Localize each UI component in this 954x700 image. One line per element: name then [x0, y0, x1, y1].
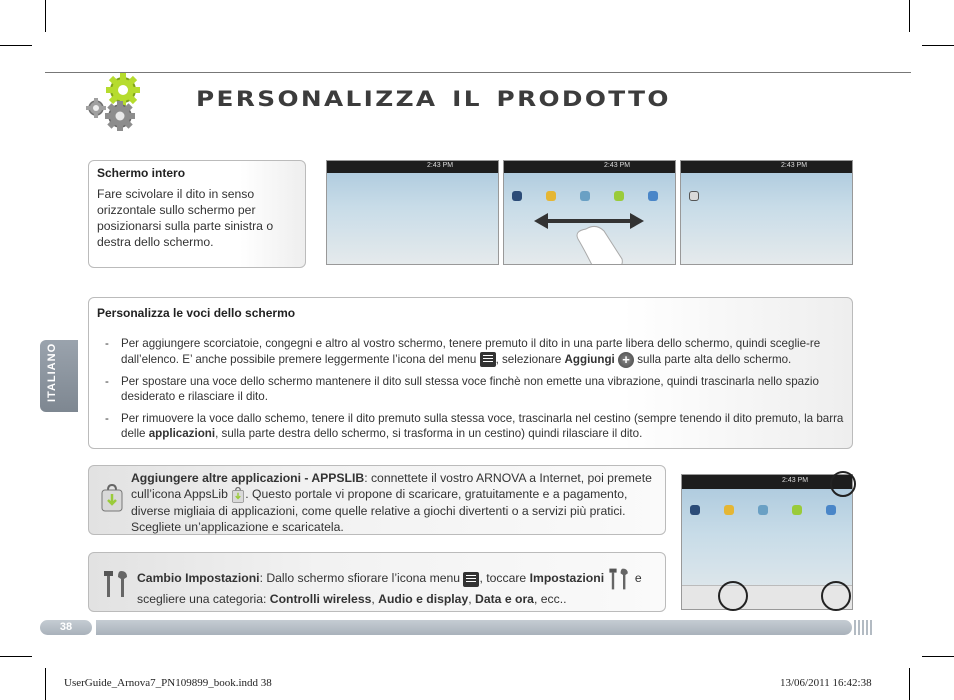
appslib-box: [88, 465, 666, 535]
app-icon: [758, 505, 768, 515]
fullscreen-text: Fare scivolare il dito in senso orizzontale sullo schermo per posizionarsi sulla parte sinistra o destra dello schermo.: [97, 187, 274, 249]
item-text: Per aggiungere scorciatoie, congegni e altro al vostro schermo, tenere premuto il dito in una parte libera dello schermo, quindi sceglie-re dall’elenco. E’ anche possibile premere leggermente l’icona del menu: [121, 337, 821, 366]
crop-mark: [922, 656, 954, 657]
appslib-text-b: . Questo portale vi propone di scaricare, gratuitamente e a pagamento, diverse migliaia di applicazioni, come quelle relative a giochi divertenti o a servizi più pratici. Scegliete un’applicazione e scaricatela.: [131, 487, 628, 534]
crop-mark: [909, 0, 910, 32]
category-audio-display: Audio e display: [378, 592, 469, 606]
tablet-screen-center: [503, 160, 676, 265]
status-bar: [681, 161, 852, 173]
footer-stripes: [854, 620, 872, 635]
item-text: Per rimuovere la voce dallo schemo, tenere il dito premuto sulla stessa voce, trascinarla nel cestino (sempre tenendo il dito premuto, la barra delle: [121, 411, 844, 440]
footer-bar: [96, 620, 852, 635]
item-text: , sulla parte destra dello schermo, si trasforma in un cestino) quindi rilasciare il dito.: [215, 427, 643, 440]
status-bar: [327, 161, 498, 173]
list-item: [97, 411, 844, 442]
list-item: [97, 336, 844, 368]
settings-tail: , ecc..: [533, 592, 567, 606]
crop-mark: [909, 668, 910, 700]
appslib-text: [131, 470, 657, 535]
settings-box: [88, 552, 666, 612]
menu-icon: [480, 352, 496, 367]
appslib-inline-icon: [231, 487, 245, 503]
crop-mark: [0, 45, 32, 46]
appslib-heading: Aggiungere altre applicazioni - APPSLIB: [131, 471, 365, 485]
menu-icon: [463, 572, 479, 587]
highlight-circle: [718, 581, 748, 611]
slug-right: 13/06/2011 16:42:38: [780, 677, 872, 689]
status-time: 2:43 PM: [782, 477, 809, 484]
crop-mark: [45, 0, 46, 32]
list-item: [97, 374, 844, 405]
swipe-gesture-icon: [534, 209, 644, 265]
status-time: 2:43 PM: [604, 162, 631, 169]
app-icon: [580, 191, 590, 201]
page-number: 38: [40, 620, 92, 635]
crop-mark: [0, 656, 32, 657]
settings-text: [137, 567, 657, 607]
category-wireless: Controlli wireless: [269, 592, 372, 606]
app-icon: [614, 191, 624, 201]
appslib-text-a: : connettete il vostro ARNOVA a Internet, poi premete cull’icona AppsLib: [131, 471, 652, 501]
settings-text-a: : Dallo schermo sfiorare l’icona menu: [259, 571, 461, 586]
settings-inline-icon: [607, 567, 631, 591]
header-rule: [45, 72, 911, 73]
highlight-circle: [821, 581, 851, 611]
item-text: sulla parte alta dello schermo.: [637, 352, 792, 366]
language-tab-label: ITALIANO: [46, 342, 58, 402]
tablet-screen-right: [680, 160, 853, 265]
status-time: 2:43 PM: [781, 162, 808, 169]
item-bold: Aggiungi: [564, 352, 615, 366]
settings-bold: Impostazioni: [529, 571, 605, 586]
settings-heading: Cambio Impostazioni: [137, 571, 260, 586]
fullscreen-title: Schermo intero: [97, 166, 186, 180]
status-time: 2:43 PM: [427, 162, 454, 169]
tablet-screen-left: [326, 160, 499, 265]
app-icon: [546, 191, 556, 201]
app-icon: [689, 191, 699, 201]
highlight-circle: [830, 471, 856, 497]
app-icon: [792, 505, 802, 515]
personalize-box: [88, 297, 853, 449]
slug-left: UserGuide_Arnova7_PN109899_book.indd 38: [64, 677, 272, 689]
appslib-icon: [101, 484, 123, 512]
item-bold: applicazioni: [148, 427, 216, 440]
crop-mark: [45, 668, 46, 700]
settings-text-c: e scegliere una categoria:: [137, 571, 642, 606]
item-text: Per spostare una voce dello schermo mantenere il dito sull stessa voce finchè non emette una vibrazione, quindi trascinarla nello spazio desiderato e rilasciare il dito.: [121, 374, 819, 403]
settings-text-b: , toccare: [479, 571, 527, 586]
app-icon: [512, 191, 522, 201]
gears-icon: [78, 72, 148, 134]
app-icon: [648, 191, 658, 201]
language-tab: [40, 340, 78, 412]
crop-mark: [922, 45, 954, 46]
status-bar: [682, 475, 852, 489]
settings-tools-icon: [101, 569, 131, 599]
add-icon: +: [618, 352, 634, 368]
app-icon: [724, 505, 734, 515]
item-text: , selezionare: [495, 352, 562, 366]
fullscreen-box: [88, 160, 306, 268]
app-icon: [826, 505, 836, 515]
personalize-list: [97, 336, 844, 442]
settings-separator: ,: [371, 592, 375, 606]
settings-separator: ,: [468, 592, 472, 606]
page-title: personalizza il prodotto: [196, 79, 671, 114]
personalize-title: Personalizza le voci dello schermo: [97, 306, 296, 320]
category-date-time: Data e ora: [475, 592, 534, 606]
app-icon: [690, 505, 700, 515]
status-bar: [504, 161, 675, 173]
